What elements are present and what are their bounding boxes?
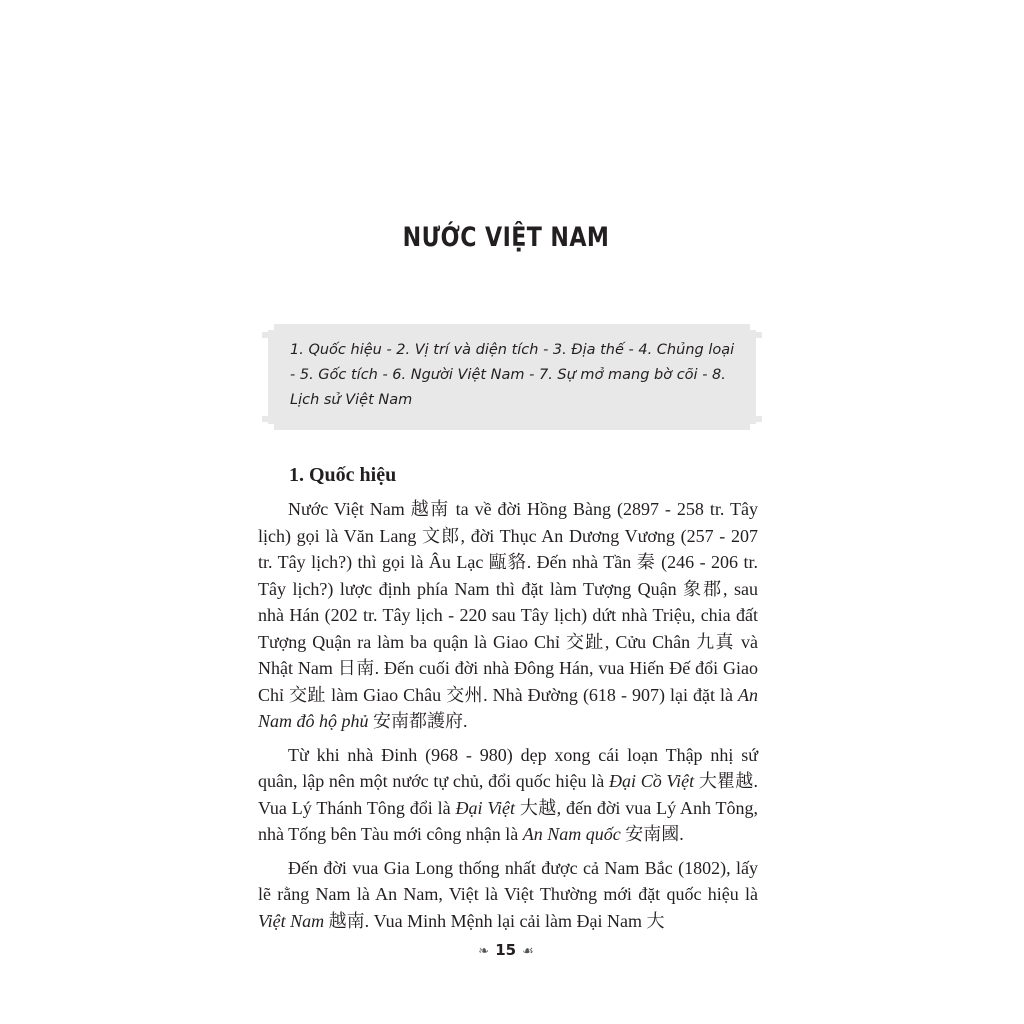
paragraph-3: Đến đời vua Gia Long thống nhất được cả Nam Bắc (1802), lấy lẽ rằng Nam là An Nam, Việt là Việt Thường mới đặt quốc hiệu là Việt Nam 越南. Vua Minh Mệnh lại cải làm Đại Nam 大 bbox=[258, 857, 758, 931]
page-footer bbox=[0, 941, 1012, 960]
right-ornament-icon: ☙ bbox=[522, 943, 534, 958]
paragraph-1: Nước Việt Nam 越南 ta về đời Hồng Bàng (2897 - 258 tr. Tây lịch) gọi là Văn Lang 文郎, đời Thục An Dương Vương (257 - 207 tr. Tây lịch?) thì gọi là Âu Lạc 甌貉. Đến nhà Tần 秦 (246 - 206 tr. Tây lịch?) lược định phía Nam thì đặt làm Tượng Quận 象郡, sau nhà Hán (202 tr. Tây lịch - 220 sau Tây lịch) dứt nhà Triệu, chia đất Tượng Quận ra làm ba quận là Giao Chỉ 交趾, Cửu Chân 九真 và Nhật Nam 日南. Đến cuối đời nhà Đông Hán, vua Hiến Đế đổi Giao Chỉ 交趾 làm Giao Châu 交州. Nhà Đường (618 - 907) lại đặt là An Nam đô hộ phủ 安南都護府. bbox=[258, 499, 758, 731]
chapter-title: NƯỚC VIỆT NAM bbox=[402, 222, 610, 253]
paragraph-2: Từ khi nhà Đinh (968 - 980) dẹp xong cái loạn Thập nhị sứ quân, lập nên một nước tự chủ, đổi quốc hiệu là Đại Cồ Việt 大瞿越. Vua Lý Thánh Tông đổi là Đại Việt 大越, đến đời vua Lý Anh Tông, nhà Tống bên Tàu mới công nhận là An Nam quốc 安南國. bbox=[258, 744, 759, 844]
body-text bbox=[258, 496, 758, 934]
left-ornament-icon: ❧ bbox=[478, 943, 490, 958]
section-heading: 1. Quốc hiệu bbox=[289, 464, 397, 486]
chapter-summary-box bbox=[268, 324, 756, 430]
chapter-summary-text: 1. Quốc hiệu - 2. Vị trí và diện tích - 3. Địa thế - 4. Chủng loại - 5. Gốc tích - 6. Người Việt Nam - 7. Sự mở mang bờ cõi - 8. Lịch sử Việt Nam bbox=[290, 342, 735, 408]
page-number: 15 bbox=[495, 941, 517, 959]
